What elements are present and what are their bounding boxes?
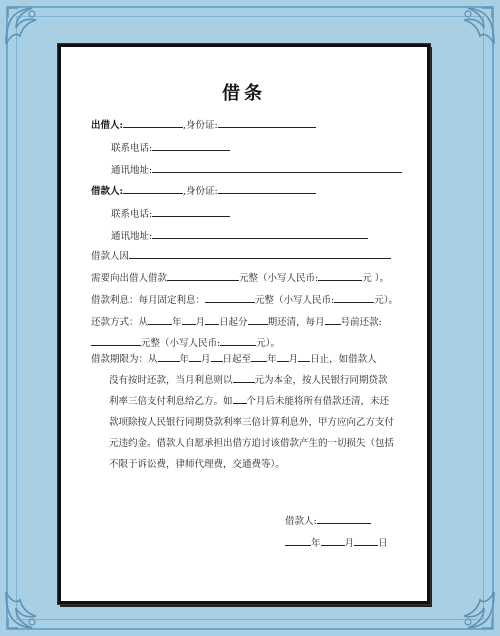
repay-year-field[interactable] (148, 314, 172, 325)
term-line-2 (91, 370, 411, 391)
term-month2-label: 月 (288, 354, 299, 365)
repay-day-label: 日起分 (219, 317, 248, 328)
borrower-phone-row (111, 206, 230, 220)
term-line-6 (91, 454, 411, 475)
repay-amount-field[interactable] (91, 335, 141, 346)
repay-row (91, 314, 382, 328)
signature-year-field[interactable] (285, 535, 311, 546)
corner-ornament-icon (2, 2, 48, 48)
signature-year-label: 年 (311, 538, 321, 549)
lender-name-field[interactable] (123, 117, 183, 128)
corner-ornament-icon (452, 2, 498, 48)
term-prefix: 借款期限为：从 (91, 354, 158, 365)
borrower-address-label: 通讯地址: (111, 231, 153, 242)
lender-address-field[interactable] (152, 162, 402, 173)
signature-label: 借款人: (285, 516, 317, 527)
term-line-4 (91, 412, 411, 433)
reason-row (91, 248, 391, 262)
interest-unit: 元整 (255, 295, 275, 306)
term-month-field[interactable] (189, 351, 201, 362)
term-line-5 (91, 433, 411, 454)
corner-ornament-icon (2, 588, 48, 634)
iou-document (58, 44, 430, 604)
amount-small-prefix: （小写人民币: (258, 273, 319, 284)
signature-month-label: 月 (344, 538, 355, 549)
repay-month-field[interactable] (182, 314, 196, 325)
repay-day-field[interactable] (205, 314, 219, 325)
repay-small-prefix: （小写人民币: (160, 338, 221, 349)
repay-before-label: 号前还款: (340, 317, 382, 328)
term-line-3b: 个月后未能将所有借款还清，未还 (246, 396, 390, 407)
repay-periods-field[interactable] (248, 314, 268, 325)
term-year2-field[interactable] (251, 351, 267, 362)
lender-id-field[interactable] (218, 117, 316, 128)
repay-month-label: 月 (195, 317, 206, 328)
reason-label: 借款人因 (91, 251, 130, 262)
repay-small-field[interactable] (220, 335, 256, 346)
amount-unit: 元整 (239, 273, 259, 284)
lender-phone-field[interactable] (152, 140, 230, 151)
lender-phone-row (111, 140, 230, 154)
amount-prefix: 需要向出借人借款 (91, 273, 168, 284)
lender-address-row (111, 162, 402, 176)
repay-amount-row (91, 335, 280, 349)
signature-row (285, 513, 371, 527)
borrower-address-field[interactable] (152, 228, 368, 239)
signature-day-label: 日 (378, 538, 388, 549)
borrower-phone-label: 联系电话: (111, 209, 153, 220)
lender-label: 出借人: (91, 120, 124, 131)
amount-small-suffix: 元 ）。 (362, 273, 390, 284)
term-line-5-text: 元违约金。借款人自愿承担出借方追讨该借款产生的一切损失（包括 (109, 438, 395, 449)
term-paragraph (91, 349, 411, 475)
repay-small-suffix: 元）。 (256, 338, 280, 349)
lender-phone-label: 联系电话: (111, 143, 153, 154)
term-end-label: 日止，如借款人 (310, 354, 377, 365)
repay-prefix: 还款方式：从 (91, 317, 149, 328)
borrower-id-field[interactable] (218, 183, 316, 194)
document-title: 借条 (222, 83, 266, 104)
interest-small-suffix: 元）。 (374, 295, 398, 306)
repay-date-field[interactable] (325, 314, 341, 325)
term-principal-field[interactable] (233, 372, 255, 383)
repay-periods-label: 期还清，每月 (267, 317, 325, 328)
interest-small-field[interactable] (334, 292, 374, 303)
term-to-label: 日起至 (222, 354, 252, 365)
term-day-field[interactable] (211, 351, 223, 362)
interest-small-prefix: （小写人民币: (274, 295, 335, 306)
term-line-2a: 没有按时还款，当月利息则以 (109, 375, 233, 386)
corner-ornament-icon (452, 588, 498, 634)
repay-unit: 元整 (141, 338, 161, 349)
reason-field[interactable] (129, 248, 391, 259)
borrower-name-field[interactable] (123, 183, 183, 194)
lender-row (91, 117, 316, 131)
interest-prefix: 借款利息：每月固定利息： (91, 295, 206, 306)
signature-field[interactable] (317, 513, 371, 524)
borrower-label: 借款人: (91, 186, 124, 197)
borrower-row (91, 183, 316, 197)
repay-year-label: 年 (172, 317, 182, 328)
term-line-6-text: 不限于诉讼费，律师代理费，交通费等）。 (109, 459, 285, 470)
lender-id-label: ,身份证: (183, 120, 218, 131)
term-line-4-text: 款项除按人民银行同期贷款利率三倍计算利息外，甲方应向乙方支付 (109, 417, 395, 428)
term-month2-field[interactable] (277, 351, 289, 362)
amount-field[interactable] (167, 270, 239, 281)
borrower-id-label: ,身份证: (183, 186, 218, 197)
term-year-label: 年 (179, 354, 190, 365)
term-line-1 (91, 349, 411, 370)
signature-date-row (285, 535, 388, 549)
interest-row (91, 292, 398, 306)
term-day2-field[interactable] (298, 351, 310, 362)
term-year-field[interactable] (158, 351, 180, 362)
term-year2-label: 年 (267, 354, 277, 365)
interest-field[interactable] (205, 292, 255, 303)
amount-small-field[interactable] (318, 270, 362, 281)
signature-day-field[interactable] (354, 535, 378, 546)
amount-row (91, 270, 389, 284)
term-line-3 (91, 391, 411, 412)
lender-address-label: 通讯地址: (111, 165, 153, 176)
term-month-label: 月 (201, 354, 211, 365)
borrower-phone-field[interactable] (152, 206, 230, 217)
borrower-address-row (111, 228, 368, 242)
term-line-2b: 元为本金，按人民银行同期贷款 (254, 375, 388, 386)
term-line-3a: 利率三倍支付利息给乙方。如 (109, 396, 233, 407)
term-months-field[interactable] (233, 393, 247, 404)
signature-month-field[interactable] (321, 535, 345, 546)
